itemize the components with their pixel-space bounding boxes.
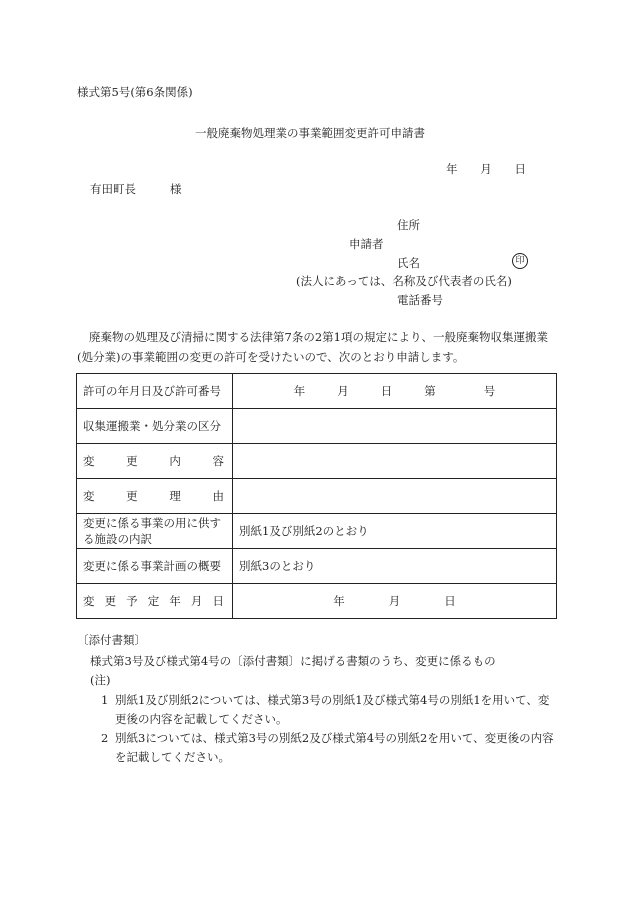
row-value-change-reason[interactable] bbox=[233, 479, 557, 514]
label-char: 容 bbox=[212, 454, 224, 468]
note-text: 別紙3については、様式第3号の別紙2及び様式第4号の別紙2を用いて、変更後の内容を記載してください。 bbox=[115, 731, 554, 764]
note-text: 別紙1及び別紙2については、様式第3号の別紙1及び様式第4号の別紙1を用いて、変更後の内容を記載してください。 bbox=[115, 693, 550, 726]
row-value-facility-breakdown: 別紙1及び別紙2のとおり bbox=[233, 514, 557, 549]
row-label-permit-date-number: 許可の年月日及び許可番号 bbox=[77, 374, 233, 409]
date-month-label: 月 bbox=[480, 162, 492, 176]
address-label: 住所 bbox=[397, 218, 420, 232]
addressee-name: 有田町長 bbox=[90, 182, 136, 196]
label-char: 予 bbox=[126, 594, 138, 608]
label-char: 変 bbox=[83, 594, 95, 608]
note-item bbox=[101, 691, 557, 729]
notes-heading: (注) bbox=[90, 673, 111, 687]
table-row bbox=[77, 514, 557, 549]
label-char: 日 bbox=[212, 594, 224, 608]
row-label-business-plan: 変更に係る事業計画の概要 bbox=[77, 549, 233, 584]
table-row bbox=[77, 549, 557, 584]
label-char: 変 bbox=[83, 454, 95, 468]
date-day-label: 日 bbox=[514, 162, 526, 176]
row-value-permit-date-number[interactable] bbox=[233, 374, 557, 409]
addressee bbox=[90, 181, 182, 197]
row-label-change-reason bbox=[77, 479, 233, 514]
permit-number-suffix: 号 bbox=[483, 384, 496, 398]
note-item bbox=[101, 729, 557, 767]
label-char: 月 bbox=[190, 594, 203, 608]
table-row bbox=[77, 374, 557, 409]
row-label-change-content bbox=[77, 444, 233, 479]
change-year-label: 年 bbox=[333, 594, 345, 608]
label-char: 年 bbox=[169, 594, 181, 608]
facility-label-text: 変更に係る事業の用に供する施設の内訳 bbox=[83, 516, 221, 546]
document-title: 一般廃棄物処理業の事業範囲変更許可申請書 bbox=[195, 126, 425, 140]
table-row bbox=[77, 584, 557, 619]
change-day-label: 日 bbox=[444, 594, 456, 608]
attachments-heading: 〔添付書類〕 bbox=[77, 633, 146, 647]
label-char: 変 bbox=[83, 489, 95, 503]
permit-year-label: 年 bbox=[293, 384, 306, 398]
label-char: 更 bbox=[126, 454, 138, 468]
date-year-label: 年 bbox=[446, 162, 458, 176]
label-char: 更 bbox=[104, 594, 117, 608]
permit-month-label: 月 bbox=[337, 384, 349, 398]
table-row bbox=[77, 479, 557, 514]
row-label-facility-breakdown bbox=[77, 514, 233, 549]
attachments-text: 様式第3号及び様式第4号の〔添付書類〕に掲げる書類のうち、変更に係るもの bbox=[90, 654, 496, 668]
corporation-note: (法人にあっては、名称及び代表者の氏名) bbox=[296, 274, 512, 288]
note-number: 1 bbox=[101, 693, 109, 707]
label-char: 更 bbox=[126, 489, 138, 503]
permit-day-label: 日 bbox=[380, 384, 393, 398]
row-label-planned-change-date bbox=[77, 584, 233, 619]
name-label: 氏名 bbox=[397, 256, 420, 270]
row-value-change-content[interactable] bbox=[233, 444, 557, 479]
applicant-label: 申請者 bbox=[349, 237, 384, 251]
phone-label: 電話番号 bbox=[397, 293, 443, 307]
application-body-text: 廃棄物の処理及び清掃に関する法律第7条の2第1項の規定により、一般廃棄物収集運搬業(処分業)の事業範囲の変更の許可を受けたいので、次のとおり申請します。 bbox=[77, 330, 548, 364]
label-char: 理 bbox=[169, 489, 181, 503]
application-date bbox=[446, 161, 526, 177]
row-value-planned-change-date[interactable] bbox=[233, 584, 557, 619]
row-value-business-plan: 別紙3のとおり bbox=[233, 549, 557, 584]
row-label-business-type: 収集運搬業・処分業の区分 bbox=[77, 409, 233, 444]
seal-mark: 印 bbox=[512, 253, 528, 269]
change-month-label: 月 bbox=[388, 594, 401, 608]
table-row bbox=[77, 409, 557, 444]
label-char: 由 bbox=[212, 489, 224, 503]
form-number: 様式第5号(第6条関係) bbox=[77, 85, 193, 99]
addressee-suffix: 様 bbox=[170, 182, 182, 196]
permit-number-prefix: 第 bbox=[424, 384, 436, 398]
application-form-table bbox=[76, 373, 557, 619]
note-number: 2 bbox=[101, 731, 109, 745]
label-char: 定 bbox=[147, 594, 160, 608]
label-char: 内 bbox=[169, 454, 181, 468]
row-value-business-type[interactable] bbox=[233, 409, 557, 444]
table-row bbox=[77, 444, 557, 479]
